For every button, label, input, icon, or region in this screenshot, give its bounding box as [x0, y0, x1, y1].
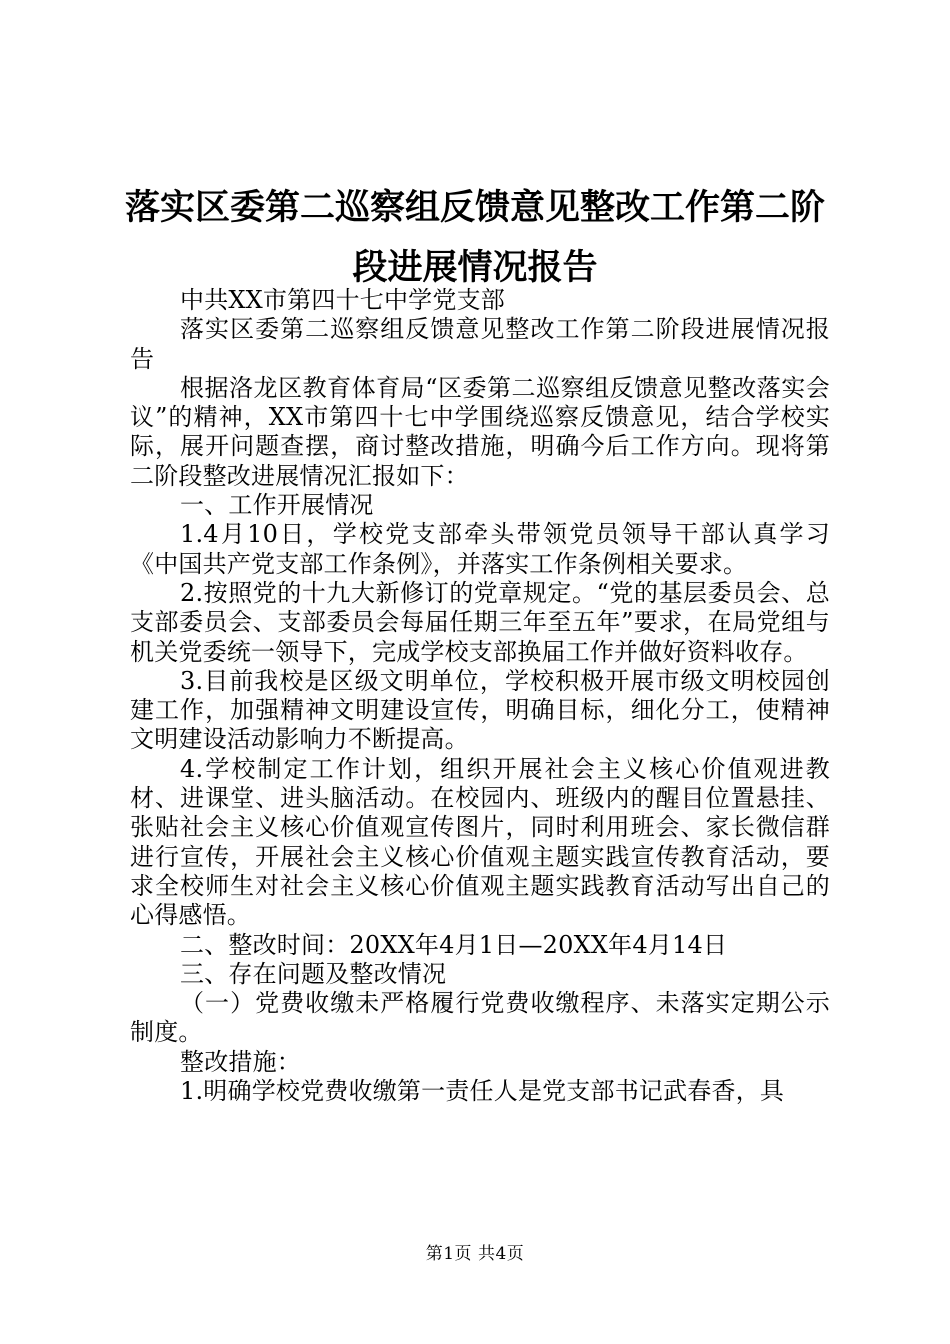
intro-paragraph: 根据洛龙区教育体育局“区委第二巡察组反馈意见整改落实会议”的精神，XX市第四十七中学围绕巡察反馈意见，结合学校实际，展开问题查摆，商讨整改措施，明确今后工作方向。现将第二阶段整改进展情况汇报如下： — [130, 373, 830, 490]
document-title-line-1: 落实区委第二巡察组反馈意见整改工作第二阶 — [124, 187, 825, 228]
page-number: 第1页 共4页 — [425, 1244, 525, 1264]
problem-item-1: （一）党费收缴未严格履行党费收缴程序、未落实定期公示制度。 — [130, 989, 830, 1047]
report-subtitle: 落实区委第二巡察组反馈意见整改工作第二阶段进展情况报告 — [130, 315, 830, 373]
measures-heading: 整改措施： — [180, 1047, 301, 1076]
document-body — [130, 286, 830, 1106]
document-title-line-2: 段进展情况报告 — [352, 247, 598, 288]
measure-item-1: 1.明确学校党费收缴第一责任人是党支部书记武春香，具 — [180, 1077, 785, 1106]
list-item-1: 1.4月10日，学校党支部牵头带领党员领导干部认真学习《中国共产党支部工作条例》，并落实工作条例相关要求。 — [130, 520, 830, 578]
list-item-3: 3.目前我校是区级文明单位，学校积极开展市级文明校园创建工作，加强精神文明建设宣传，明确目标，细化分工，使精神文明建设活动影响力不断提高。 — [130, 666, 830, 754]
list-item-2: 2.按照党的十九大新修订的党章规定。“党的基层委员会、总支部委员会、支部委员会每届任期三年至五年”要求，在局党组与机关党委统一领导下，完成学校支部换届工作并做好资料收存。 — [130, 578, 830, 666]
section-heading-3: 三、存在问题及整改情况 — [180, 959, 447, 988]
section-heading-1: 一、工作开展情况 — [180, 491, 374, 520]
list-item-4: 4.学校制定工作计划，组织开展社会主义核心价值观进教材、进课堂、进头脑活动。在校园内、班级内的醒目位置悬挂、张贴社会主义核心价值观宣传图片，同时利用班会、家长微信群进行宣传，开展社会主义核心价值观主题实践宣传教育活动，要求全校师生对社会主义核心价值观主题实践教育活动写出自己的心得感悟。 — [130, 754, 830, 930]
section-heading-2: 二、整改时间：20XX年4月1日—20XX年4月14日 — [180, 930, 728, 959]
org-name: 中共XX市第四十七中学党支部 — [180, 286, 505, 314]
